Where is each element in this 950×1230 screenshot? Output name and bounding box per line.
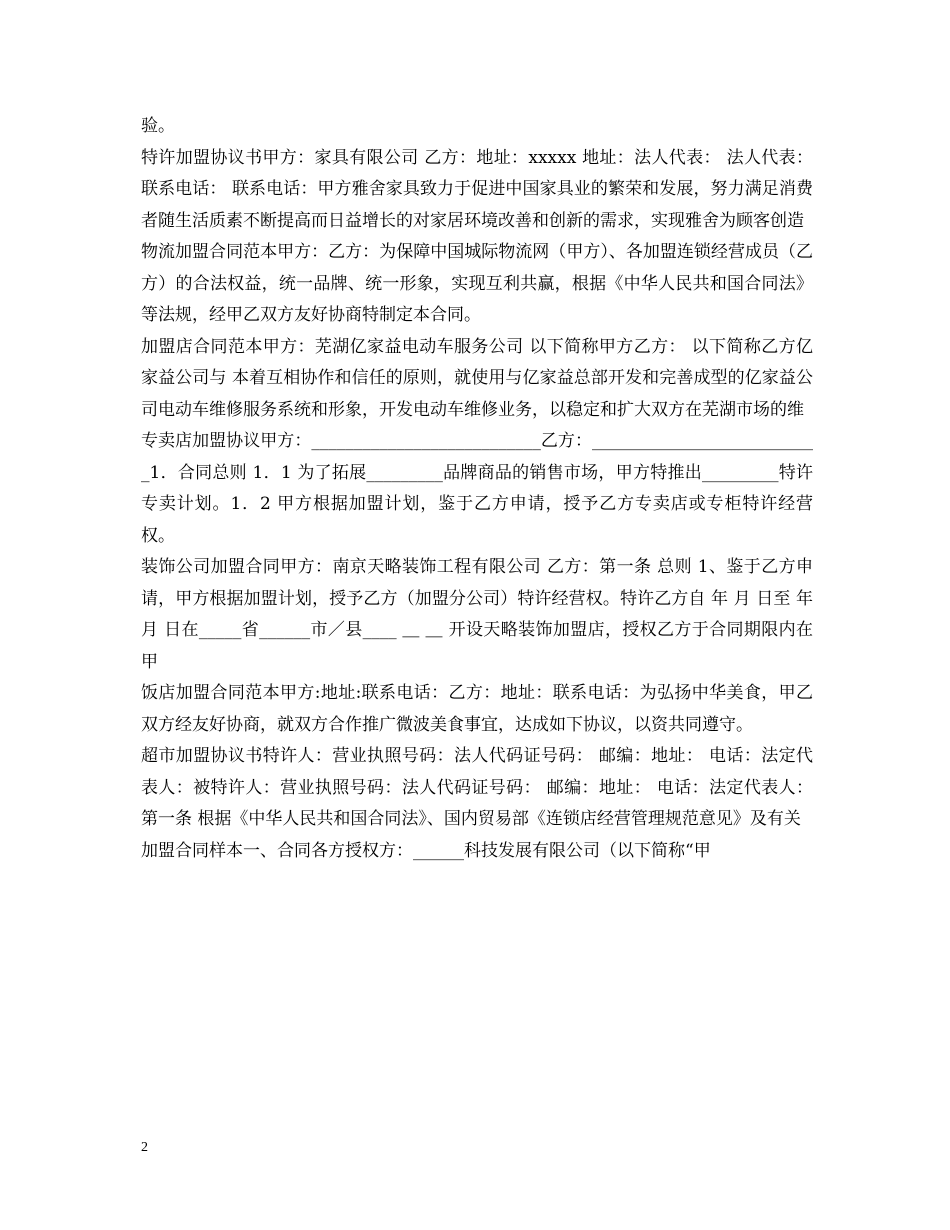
paragraph-store-contract: 加盟店合同范本甲方：芜湖亿家益电动车服务公司 以下简称甲方乙方： 以下简称乙方亿家益公司与 本着互相协作和信任的原则，就使用与亿家益总部开发和完善成型的亿家益公司电动车维修服务系统和形象，开发电动车维修业务，以稳定和扩大双方在芜湖市场的维 [141, 336, 813, 420]
paragraph-specialty-store-agreement: 专卖店加盟协议甲方：___________________________乙方：___________________________1．合同总则 1．1 为了拓展_________品牌商品的销售市场，甲方特推出_________特许专卖计划。1．2 甲方根据加盟计划，鉴于乙方申请，授予乙方专卖店或专柜特许经营权。 [141, 431, 813, 546]
paragraph-logistics-contract: 物流加盟合同范本甲方：乙方：为保障中国城际物流网（甲方）、各加盟连锁经营成员（乙方）的合法权益，统一品牌、统一形象，实现互利共赢，根据《中华人民共和国合同法》等法规，经甲乙双方友好协商特制定本合同。 [141, 242, 813, 325]
page-number: 2 [141, 1140, 148, 1155]
document-body [141, 111, 819, 867]
paragraph-franchise-agreement: 特许加盟协议书甲方：家具有限公司 乙方：地址：xxxxx 地址：法人代表： 法人代表：联系电话： 联系电话：甲方雅舍家具致力于促进中国家具业的繁荣和发展，努力满足消费者随生活质素不断提高而日益增长的对家居环境改善和创新的需求，实现雅舍为顾客创造 [141, 147, 813, 231]
paragraph-continuation: 验。 [141, 116, 175, 136]
paragraph-supermarket-agreement: 超市加盟协议书特许人：营业执照号码：法人代码证号码： 邮编：地址： 电话：法定代表人：被特许人：营业执照号码：法人代码证号码： 邮编：地址： 电话：法定代表人：第一条 根据《中华人民共和国合同法》、国内贸易部《连锁店经营管理规范意见》及有关 [141, 746, 813, 829]
paragraph-restaurant-contract: 饭店加盟合同范本甲方:地址:联系电话：乙方：地址：联系电话：为弘扬中华美食，甲乙双方经友好协商，就双方合作推广微波美食事宜，达成如下协议，以资共同遵守。 [141, 683, 813, 735]
paragraph-contract-sample: 加盟合同样本一、合同各方授权方：______科技发展有限公司（以下简称“甲 [141, 840, 711, 861]
paragraph-decoration-contract: 装饰公司加盟合同甲方：南京天略装饰工程有限公司 乙方：第一条 总则 1、鉴于乙方申请，甲方根据加盟计划，授予乙方（加盟分公司）特许经营权。特许乙方自 年 月 日至 年 月 日在_____省______市／县____ ＿ ＿ 开设天略装饰加盟店，授权乙方于合同期限内在甲 [141, 557, 819, 672]
